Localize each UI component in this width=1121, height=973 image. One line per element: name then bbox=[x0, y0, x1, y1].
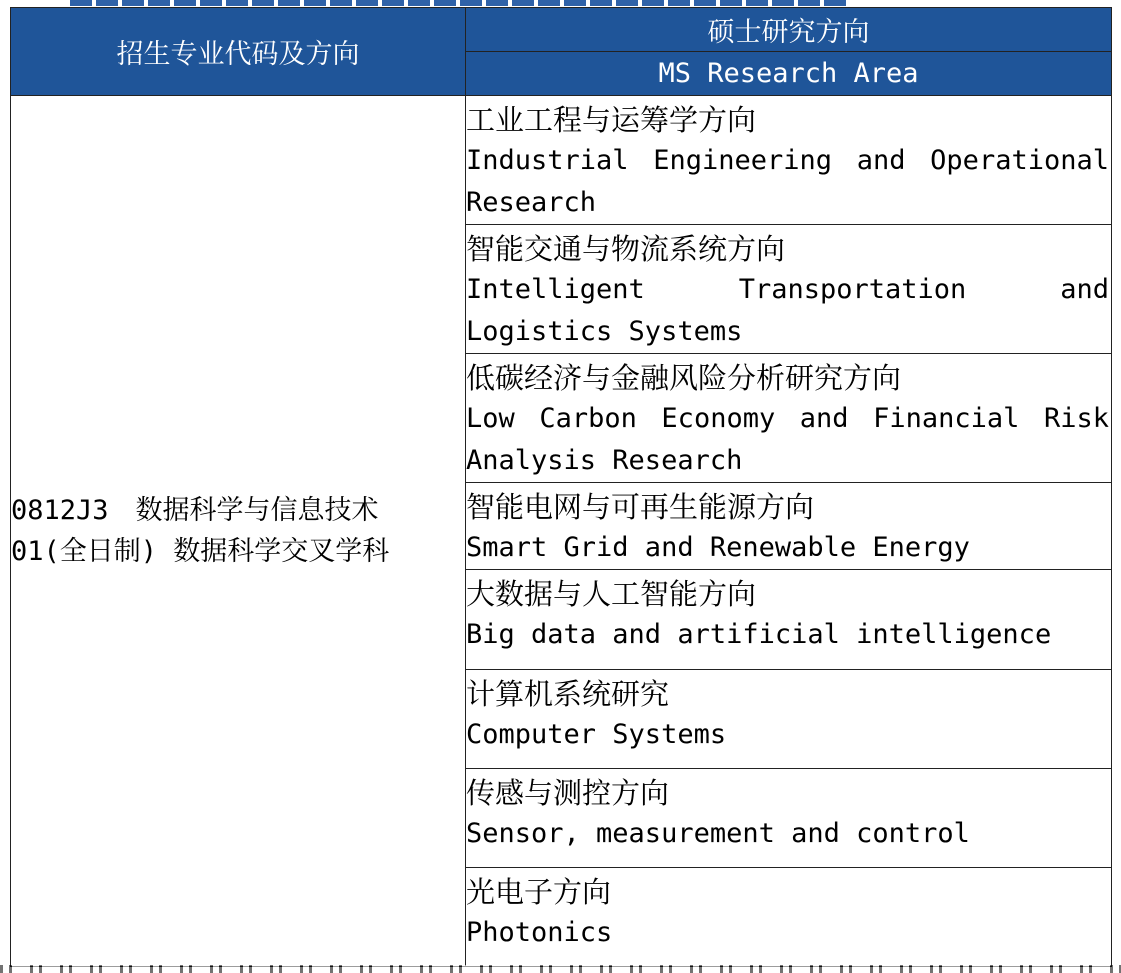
direction-cn: 传感与测控方向 bbox=[466, 776, 670, 810]
direction-row bbox=[466, 354, 1112, 483]
header-direction-cn: 硕士研究方向 bbox=[466, 8, 1112, 52]
direction-cn: 大数据与人工智能方向 bbox=[466, 577, 757, 611]
direction-en: Industrial Engineering and Operational Research bbox=[466, 145, 1109, 218]
direction-cn: 计算机系统研究 bbox=[466, 677, 670, 711]
program-track-line: 01(全日制) 数据科学交叉学科 bbox=[11, 536, 390, 567]
direction-en: Low Carbon Economy and Financial Risk Analysis Research bbox=[466, 403, 1109, 476]
direction-cn: 低碳经济与金融风险分析研究方向 bbox=[466, 361, 902, 395]
direction-en: Big data and artificial intelligence bbox=[466, 619, 1052, 650]
direction-cn: 智能交通与物流系统方向 bbox=[466, 232, 786, 266]
direction-en: Smart Grid and Renewable Energy bbox=[466, 532, 970, 563]
direction-en: Sensor, measurement and control bbox=[466, 818, 970, 849]
direction-en: Intelligent Transportation and Logistics Systems bbox=[466, 274, 1109, 347]
direction-row bbox=[466, 483, 1112, 570]
direction-row bbox=[466, 769, 1112, 868]
clipped-text-top bbox=[70, 0, 850, 6]
direction-row bbox=[466, 868, 1112, 967]
direction-row bbox=[466, 570, 1112, 670]
direction-cn: 光电子方向 bbox=[466, 875, 612, 909]
direction-row bbox=[466, 96, 1112, 225]
clipped-text-bottom bbox=[0, 965, 1121, 973]
program-directions-table bbox=[10, 7, 1112, 967]
direction-cn: 智能电网与可再生能源方向 bbox=[466, 490, 815, 524]
direction-en: Computer Systems bbox=[466, 719, 727, 750]
direction-en: Photonics bbox=[466, 917, 613, 948]
direction-row bbox=[466, 670, 1112, 769]
program-cell bbox=[11, 96, 466, 967]
header-direction-en: MS Research Area bbox=[466, 52, 1112, 96]
direction-cn: 工业工程与运筹学方向 bbox=[466, 103, 757, 137]
header-program: 招生专业代码及方向 bbox=[11, 8, 466, 96]
program-code-line: 0812J3 数据科学与信息技术 bbox=[11, 495, 379, 526]
direction-row bbox=[466, 225, 1112, 354]
